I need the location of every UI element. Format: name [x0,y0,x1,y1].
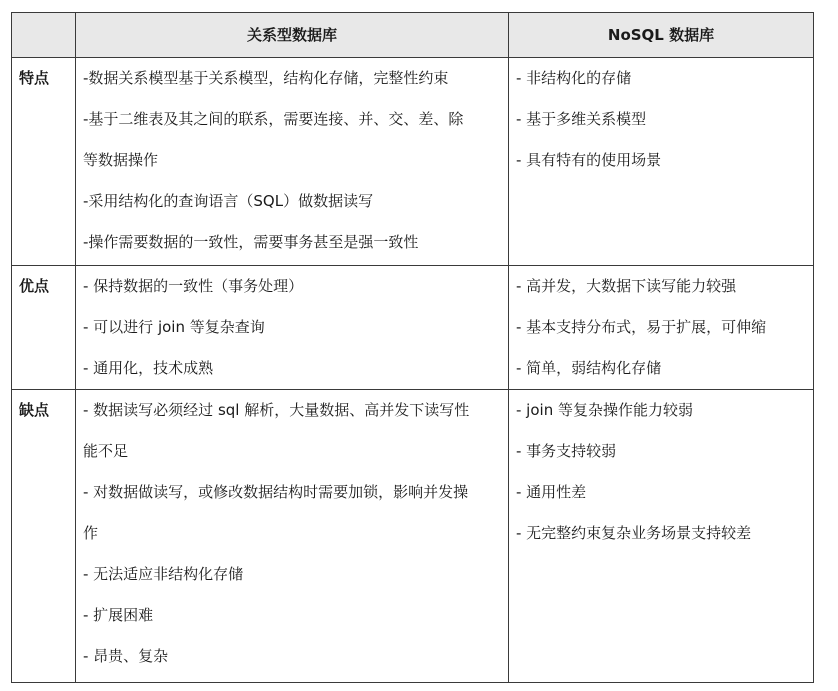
disadvantages-nosql-line-3: - 通用性差 [516,483,587,501]
row-label-advantages: 优点 [12,266,76,390]
advantages-nosql-line-1: - 高并发，大数据下读写能力较强 [516,277,737,295]
disadvantages-nosql-line-1: - join 等复杂操作能力较弱 [516,401,693,419]
disadvantages-relational-line-4: 作 [83,524,99,542]
advantages-relational-line-1: - 保持数据的一致性（事务处理） [83,277,304,295]
row-label-disadvantages: 缺点 [12,390,76,683]
header-row [12,13,814,58]
features-relational-line-5: -操作需要数据的一致性，需要事务甚至是强一致性 [83,233,419,251]
advantages-relational-line-2: - 可以进行 join 等复杂查询 [83,318,265,336]
advantages-relational-cell [76,266,509,390]
disadvantages-relational-line-2: 能不足 [83,442,129,460]
row-label-features: 特点 [12,58,76,266]
features-nosql-line-2: - 基于多维关系模型 [516,110,647,128]
header-nosql-db: NoSQL 数据库 [509,13,814,58]
header-relational-db: 关系型数据库 [76,13,509,58]
features-relational-line-2: -基于二维表及其之间的联系，需要连接、并、交、差、除 [83,110,464,128]
features-relational-line-4: -采用结构化的查询语言（SQL）做数据读写 [83,192,374,210]
features-relational-line-1: -数据关系模型基于关系模型，结构化存储，完整性约束 [83,69,449,87]
features-nosql-line-1: - 非结构化的存储 [516,69,632,87]
disadvantages-relational-line-7: - 昂贵、复杂 [83,647,169,665]
disadvantages-nosql-cell [509,390,814,683]
table-row-disadvantages [12,390,814,683]
comparison-table [11,12,814,683]
advantages-nosql-line-2: - 基本支持分布式，易于扩展，可伸缩 [516,318,767,336]
disadvantages-relational-line-3: - 对数据做读写，或修改数据结构时需要加锁，影响并发操 [83,483,469,501]
features-relational-line-3: 等数据操作 [83,151,159,169]
features-nosql-line-3: - 具有特有的使用场景 [516,151,662,169]
advantages-relational-line-3: - 通用化，技术成熟 [83,359,214,377]
table-row-features [12,58,814,266]
disadvantages-relational-line-1: - 数据读写必须经过 sql 解析，大量数据、高并发下读写性 [83,401,470,419]
header-blank-cell [12,13,76,58]
features-nosql-cell [509,58,814,266]
disadvantages-relational-cell [76,390,509,683]
disadvantages-relational-line-5: - 无法适应非结构化存储 [83,565,244,583]
features-relational-cell [76,58,509,266]
disadvantages-relational-line-6: - 扩展困难 [83,606,154,624]
disadvantages-nosql-line-4: - 无完整约束复杂业务场景支持较差 [516,524,752,542]
advantages-nosql-line-3: - 简单，弱结构化存储 [516,359,662,377]
advantages-nosql-cell [509,266,814,390]
disadvantages-nosql-line-2: - 事务支持较弱 [516,442,617,460]
table-row-advantages [12,266,814,390]
